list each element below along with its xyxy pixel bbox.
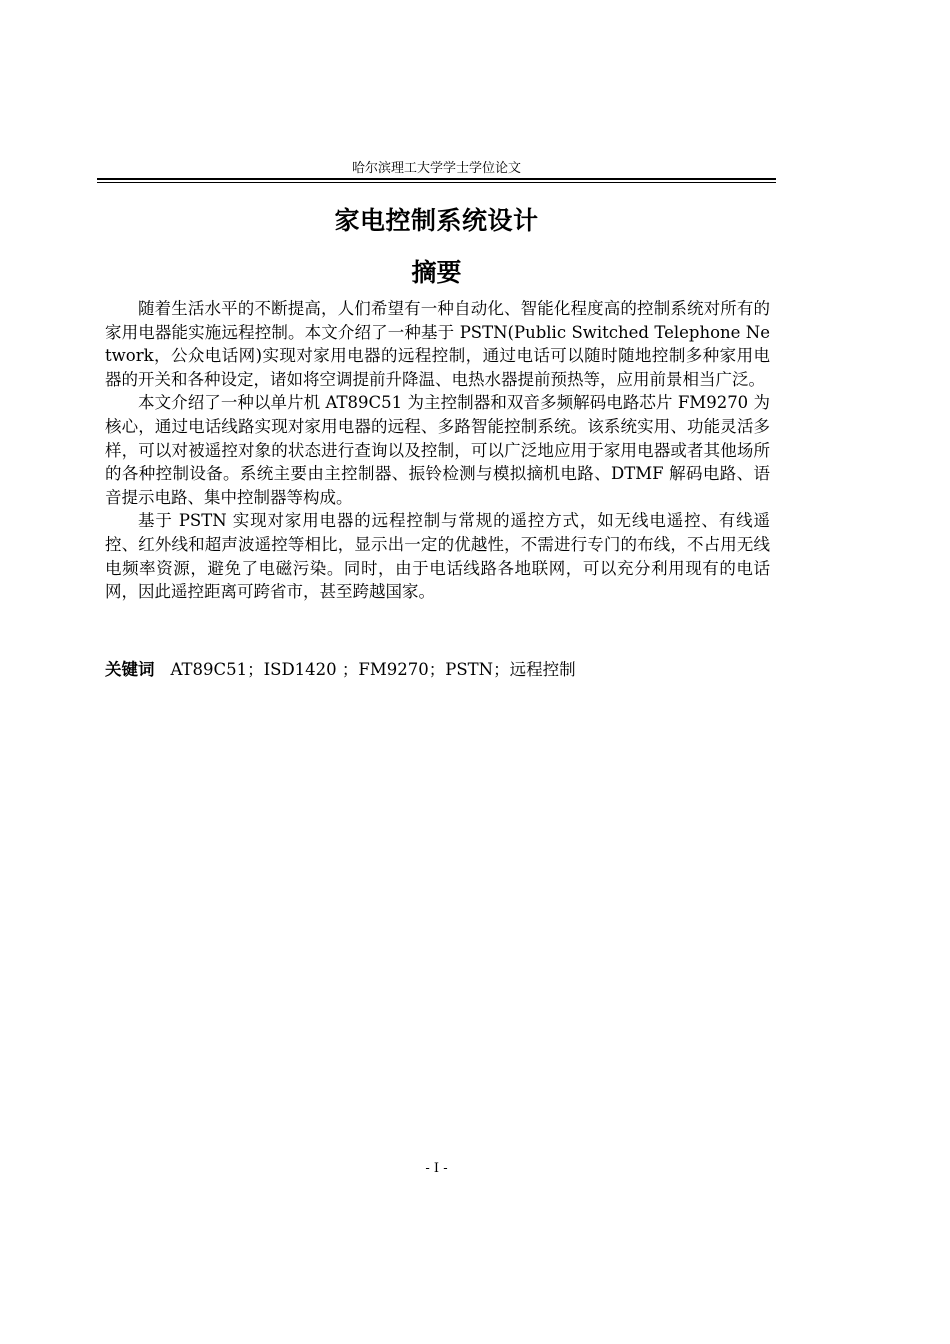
page-number: - I - xyxy=(425,1161,448,1176)
keywords-values: AT89C51；ISD1420 ；FM9270；PSTN；远程控制 xyxy=(170,660,576,679)
running-header: 哈尔滨理工大学学士学位论文 xyxy=(351,161,521,176)
abstract-paragraph-3: 基于 PSTN 实现对家用电器的远程控制与常规的遥控方式，如无线电遥控、有线遥控、红外线和超声波遥控等相比，显示出一定的优越性，不需进行专门的布线，不占用无线电频率资源，避免了电磁污染。同时，由于电话线路各地联网，可以充分利用现有的电话网，因此遥控距离可跨省市，甚至跨越国家。 xyxy=(105,511,770,602)
header-rule-thin xyxy=(97,182,776,183)
keywords-label: 关键词 xyxy=(105,660,155,679)
thesis-title: 家电控制系统设计 xyxy=(334,206,539,235)
keywords-line xyxy=(105,658,770,682)
header-rule-thick xyxy=(97,178,776,180)
abstract-body xyxy=(105,297,770,604)
abstract-heading: 摘要 xyxy=(411,258,462,287)
abstract-paragraph-2: 本文介绍了一种以单片机 AT89C51 为主控制器和双音多频解码电路芯片 FM9270 为核心，通过电话线路实现对家用电器的远程、多路智能控制系统。该系统实用、功能灵活多样，可以对被遥控对象的状态进行查询以及控制，可以广泛地应用于家用电器或者其他场所的各种控制设备。系统主要由主控制器、振铃检测与模拟摘机电路、DTMF 解码电路、语音提示电路、集中控制器等构成。 xyxy=(105,393,770,507)
abstract-paragraph-1: 随着生活水平的不断提高，人们希望有一种自动化、智能化程度高的控制系统对所有的家用电器能实施远程控制。本文介绍了一种基于 PSTN(Public Switched Telephone Network，公众电话网)实现对家用电器的远程控制，通过电话可以随时随地控制多种家用电器的开关和各种设定，诸如将空调提前升降温、电热水器提前预热等，应用前景相当广泛。 xyxy=(105,299,770,389)
